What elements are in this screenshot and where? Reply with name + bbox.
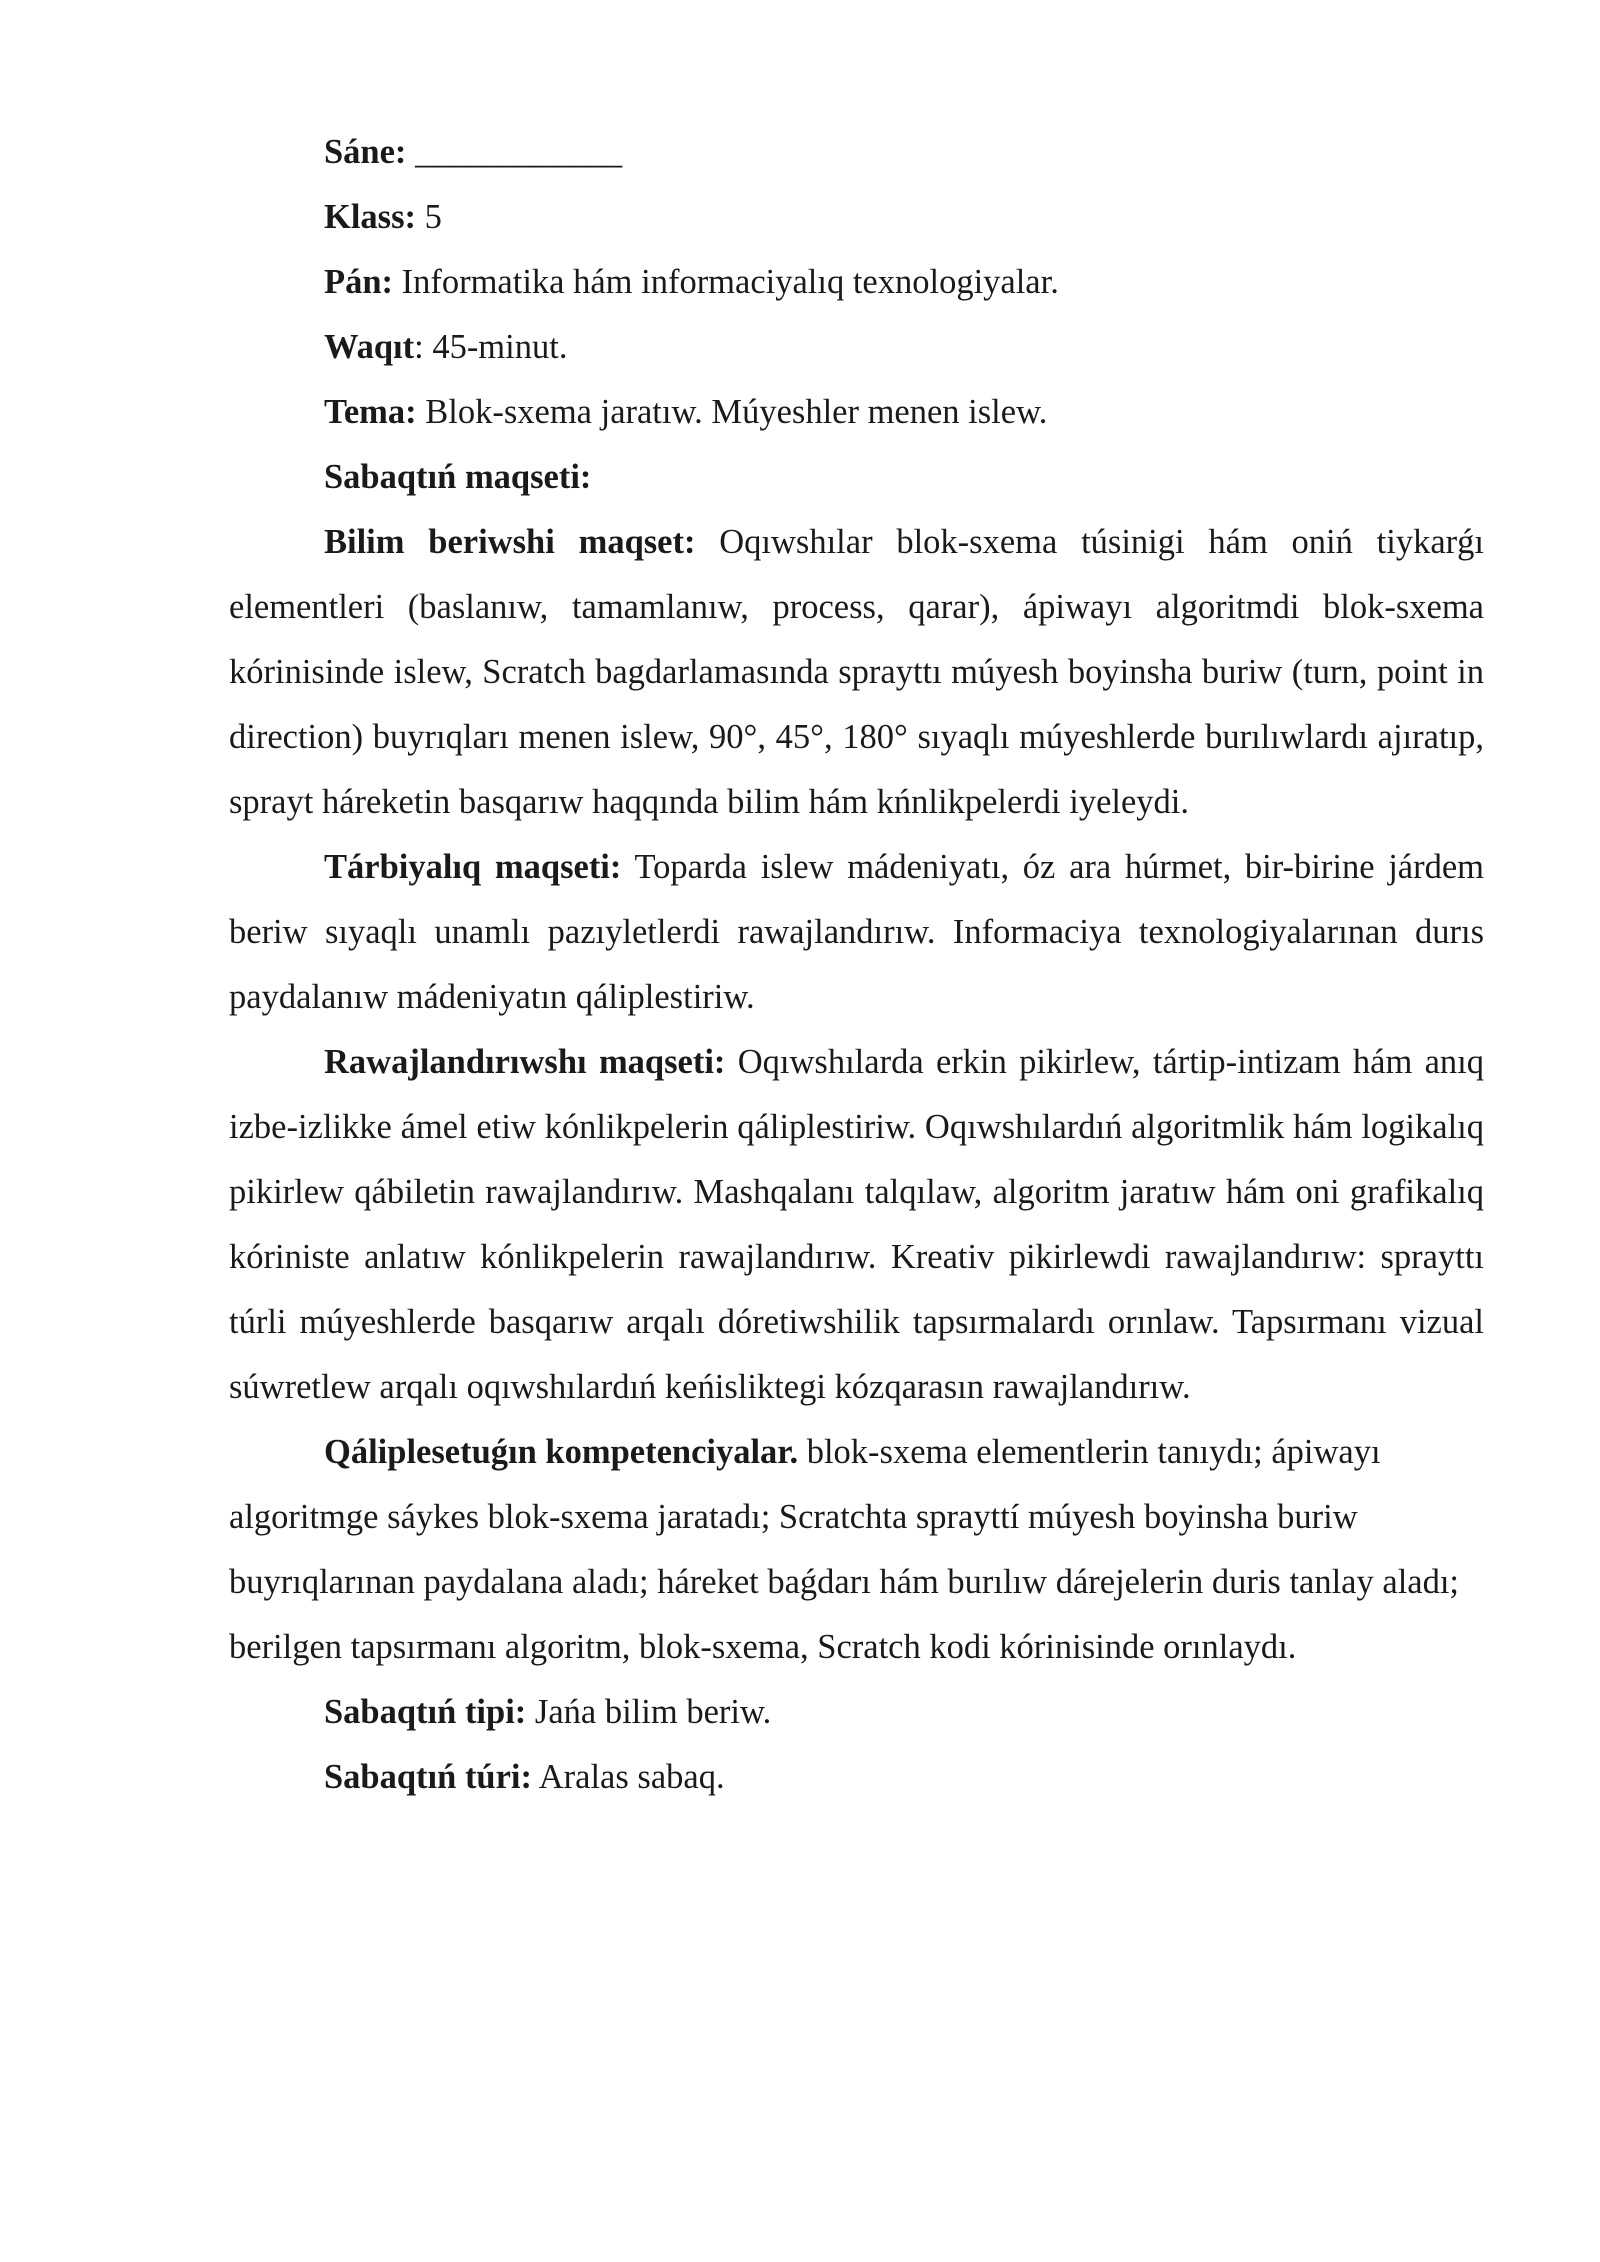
competencies-paragraph xyxy=(229,1420,1484,1680)
lesson-type-value: Jańa bilim beriw. xyxy=(534,1693,772,1731)
lesson-type-label: Sabaqtıń tipi: xyxy=(324,1693,527,1731)
development-goal-text: Oqıwshılarda erkin pikirlew, tártip-intizam hám anıq izbe-izlikke ámel etiw kónlikpelerin qáliplestiriw. Oqıwshılardıń algoritmlik hám logikalıq pikirlew qábiletin rawajlandırıw. Mashqalanı talqılaw, algoritm jaratıw hám oni grafikalıq kóriniste anlatıw kónlikpelerin rawajlandırıw. Kreativ pikirlewdi rawajlandırıw: sprayttı túrli múyeshlerde basqarıw arqalı dóretiwshilik tapsırmalardı orınlaw. Tapsırmanı vizual súwretlew arqalı oqıwshılardıń keńisliktegi kózqarasın rawajlandırıw. xyxy=(229,1043,1485,1406)
topic-line xyxy=(229,380,1484,445)
upbringing-goal-text: Toparda islew mádeniyatı, óz ara húrmet, bir-birine járdem beriw sıyaqlı unamlı pazıyletlerdi rawajlandırıw. Informaciya texnologiyalarınan durıs paydalanıw mádeniyatın qáliplestiriw. xyxy=(229,848,1484,1016)
lesson-type-line xyxy=(229,1680,1484,1745)
subject-value: Informatika hám informaciyalıq texnologiyalar. xyxy=(401,263,1059,301)
development-goal-paragraph xyxy=(229,1030,1484,1420)
knowledge-goal-paragraph xyxy=(229,510,1484,835)
topic-label: Tema: xyxy=(324,393,417,431)
date-label: Sáne: xyxy=(324,133,407,171)
class-line xyxy=(229,185,1484,250)
competencies-text: blok-sxema elementlerin tanıydı; ápiwayı algoritmge sáykes blok-sxema jaratadı; Scratchta sprayttí múyesh boyinsha buriw buyrıqlarınan paydalana aladı; háreket baǵdarı hám burılıw dárejelerin duris tanlay aladı; berilgen tapsırmanı algoritm, blok-sxema, Scratch kodi kórinisinde orınlaydı. xyxy=(229,1433,1460,1666)
date-value: ____________ xyxy=(415,133,623,171)
class-label: Klass: xyxy=(324,198,417,236)
lesson-kind-label: Sabaqtıń túri: xyxy=(324,1758,533,1796)
time-value: : 45-minut. xyxy=(414,328,568,366)
goals-heading: Sabaqtıń maqseti: xyxy=(324,458,592,496)
lesson-kind-line xyxy=(229,1745,1484,1810)
competencies-label: Qáliplesetuǵın kompetenciyalar. xyxy=(324,1433,799,1471)
lesson-kind-value: Aralas sabaq. xyxy=(538,1758,725,1796)
topic-value: Blok-sxema jaratıw. Múyeshler menen islew. xyxy=(425,393,1048,431)
lesson-plan-page xyxy=(229,120,1484,1810)
time-label: Waqıt xyxy=(324,328,415,366)
subject-line xyxy=(229,250,1484,315)
upbringing-goal-paragraph xyxy=(229,835,1484,1030)
knowledge-goal-text: Oqıwshılar blok-sxema túsinigi hám oniń tiykarǵı elementleri (baslanıw, tamamlanıw, process, qarar), ápiwayı algoritmdi blok-sxema kórinisinde islew, Scratch bagdarlamasında sprayttı múyesh boyinsha buriw (turn, point in direction) buyrıqları menen islew, 90°, 45°, 180° sıyaqlı múyeshlerde burılıwlardı ajıratıp, sprayt háreketin basqarıw haqqında bilim hám kńnlikpelerdi iyeleydi. xyxy=(229,523,1484,821)
time-line xyxy=(229,315,1484,380)
date-line xyxy=(229,120,1484,185)
development-goal-label: Rawajlandırıwshı maqseti: xyxy=(324,1043,726,1081)
subject-label: Pán: xyxy=(324,263,393,301)
knowledge-goal-label: Bilim beriwshi maqset: xyxy=(324,523,696,561)
class-value: 5 xyxy=(424,198,442,236)
upbringing-goal-label: Tárbiyalıq maqseti: xyxy=(324,848,622,886)
